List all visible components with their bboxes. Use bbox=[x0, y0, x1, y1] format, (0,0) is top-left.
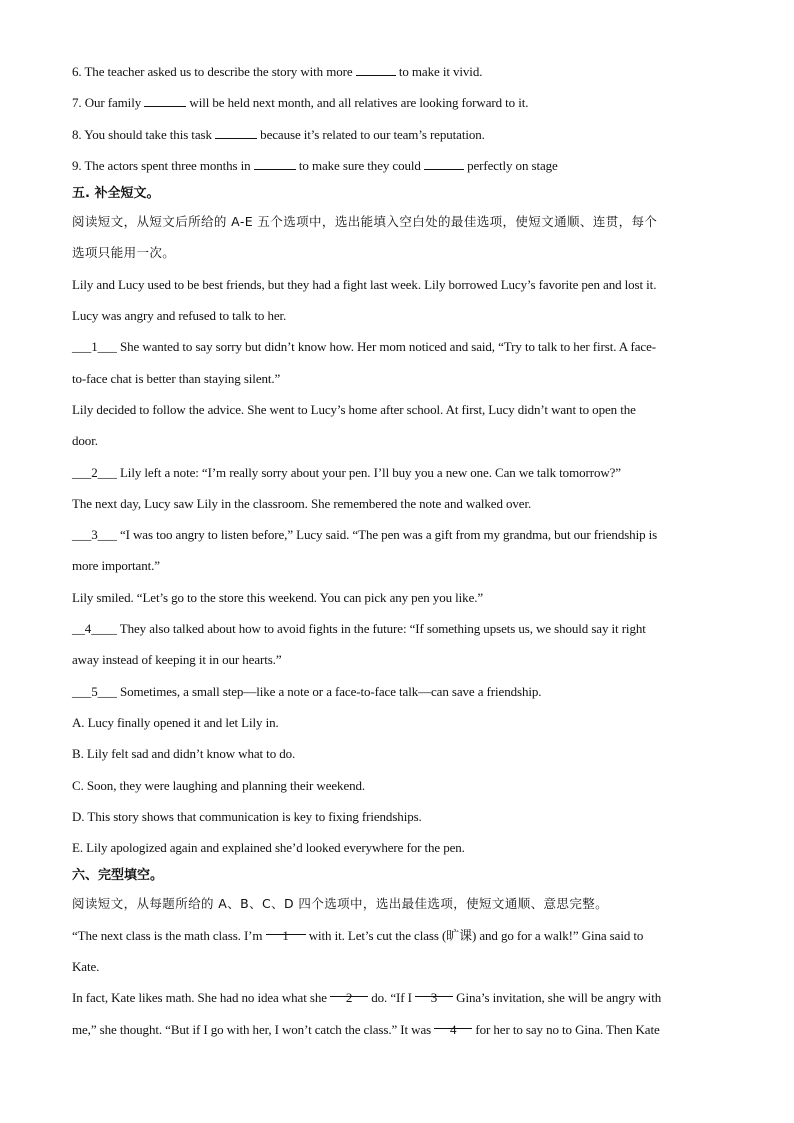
passage-line: to-face chat is better than staying silent.” bbox=[72, 370, 281, 386]
passage-text: They also talked about how to avoid fights in the future: “If something upsets us, we should say it right bbox=[116, 621, 646, 637]
cloze-text: for her to say no to Gina. Then Kate bbox=[472, 1021, 660, 1037]
option-e: E. Lily apologized again and explained she’d looked everywhere for the pen. bbox=[72, 840, 465, 856]
passage-blank-3 bbox=[72, 519, 722, 550]
question-text: 7. Our family bbox=[72, 95, 142, 111]
passage-text: She wanted to say sorry but didn’t know how. Her mom noticed and said, “Try to talk to her first. A face- bbox=[116, 339, 656, 355]
passage-text: “I was too angry to listen before,” Lucy said. “The pen was a gift from my grandma, but our friendship is bbox=[116, 527, 658, 543]
passage-line: away instead of keeping it in our hearts.” bbox=[72, 652, 282, 668]
answer-blank[interactable] bbox=[424, 155, 464, 170]
passage-line: Lucy was angry and refused to talk to her. bbox=[72, 308, 287, 324]
cloze-blank-3[interactable]: 3 bbox=[415, 982, 453, 997]
option-d: D. This story shows that communication is key to fixing friendships. bbox=[72, 808, 422, 824]
cloze-text: In fact, Kate likes math. She had no idea what she bbox=[72, 990, 331, 1006]
question-text: 6. The teacher asked us to describe the story with more bbox=[72, 64, 353, 79]
cloze-text: “The next class is the math class. I’m bbox=[72, 927, 266, 943]
question-text: to make sure they could bbox=[298, 157, 421, 173]
passage-text: Sometimes, a small step—like a note or a face-to-face talk—can save a friendship. bbox=[116, 683, 542, 699]
question-text: because it’s related to our team’s reputation. bbox=[260, 126, 485, 142]
answer-blank[interactable] bbox=[356, 61, 396, 76]
blank-marker[interactable]: ___1___ bbox=[72, 339, 117, 355]
question-text: 8. You should take this task bbox=[72, 126, 212, 142]
question-9 bbox=[72, 150, 722, 181]
option-b: B. Lily felt sad and didn’t know what to do. bbox=[72, 746, 296, 762]
passage-line: Lily decided to follow the advice. She went to Lucy’s home after school. At first, Lucy didn’t want to open the bbox=[72, 401, 636, 417]
cloze-text: me,” she thought. “But if I go with her, I won’t catch the class.” It was bbox=[72, 1021, 435, 1037]
section-5-instruction: 选项只能用一次。 bbox=[72, 245, 176, 261]
passage-text: Lily left a note: “I’m really sorry about your pen. I’ll buy you a new one. Can we talk tomorrow?” bbox=[116, 464, 621, 480]
answer-blank[interactable] bbox=[144, 92, 186, 107]
option-a: A. Lucy finally opened it and let Lily in. bbox=[72, 714, 279, 730]
question-text: perfectly on stage bbox=[467, 157, 558, 173]
answer-blank[interactable] bbox=[254, 155, 296, 170]
cloze-line: Kate. bbox=[72, 959, 100, 975]
cloze-text: with it. Let’s cut the class (旷课) and go for a walk!” Gina said to bbox=[305, 927, 644, 943]
section-5-instruction: 阅读短文，从短文后所给的 A-E 五个选项中，选出能填入空白处的最佳选项，使短文通顺、连贯，每个 bbox=[72, 214, 658, 230]
blank-marker[interactable]: ___2___ bbox=[72, 464, 117, 480]
passage-line: more important.” bbox=[72, 558, 160, 574]
section-5-heading: 五. 补全短文。 bbox=[72, 186, 160, 202]
passage-line: The next day, Lucy saw Lily in the classroom. She remembered the note and walked over. bbox=[72, 495, 532, 511]
passage-blank-4 bbox=[72, 613, 722, 644]
passage-line: Lily and Lucy used to be best friends, but they had a fight last week. Lily borrowed Lucy’s favorite pen and lost it. bbox=[72, 276, 657, 292]
passage-line: door. bbox=[72, 433, 98, 449]
answer-blank[interactable] bbox=[215, 124, 257, 139]
section-6-instruction: 阅读短文，从每题所给的 A、B、C、D 四个选项中，选出最佳选项，使短文通顺、意思完整。 bbox=[72, 896, 609, 912]
cloze-blank-4[interactable]: 4 bbox=[434, 1014, 472, 1029]
blank-marker[interactable]: ___3___ bbox=[72, 527, 117, 543]
blank-marker[interactable]: ___5___ bbox=[72, 683, 117, 699]
question-6 bbox=[72, 56, 722, 87]
passage-blank-5 bbox=[72, 676, 722, 707]
question-text: will be held next month, and all relatives are looking forward to it. bbox=[189, 95, 529, 111]
option-c: C. Soon, they were laughing and planning their weekend. bbox=[72, 777, 366, 793]
cloze-line bbox=[72, 920, 722, 951]
cloze-text: Gina’s invitation, she will be angry with bbox=[453, 990, 662, 1006]
cloze-line bbox=[72, 982, 722, 1013]
cloze-blank-2[interactable]: 2 bbox=[330, 982, 368, 997]
section-6-heading: 六、完型填空。 bbox=[72, 868, 164, 884]
question-text: 9. The actors spent three months in bbox=[72, 157, 251, 173]
passage-line: Lily smiled. “Let’s go to the store this weekend. You can pick any pen you like.” bbox=[72, 589, 484, 605]
cloze-blank-1[interactable]: 1 bbox=[266, 920, 306, 935]
cloze-line bbox=[72, 1014, 722, 1045]
question-text: to make it vivid. bbox=[398, 64, 483, 79]
question-7 bbox=[72, 87, 722, 118]
cloze-text: do. “If I bbox=[368, 990, 415, 1006]
passage-blank-1 bbox=[72, 331, 722, 362]
passage-blank-2 bbox=[72, 457, 722, 488]
document-page bbox=[72, 56, 722, 1045]
blank-marker[interactable]: __4____ bbox=[72, 621, 117, 637]
question-8 bbox=[72, 119, 722, 150]
